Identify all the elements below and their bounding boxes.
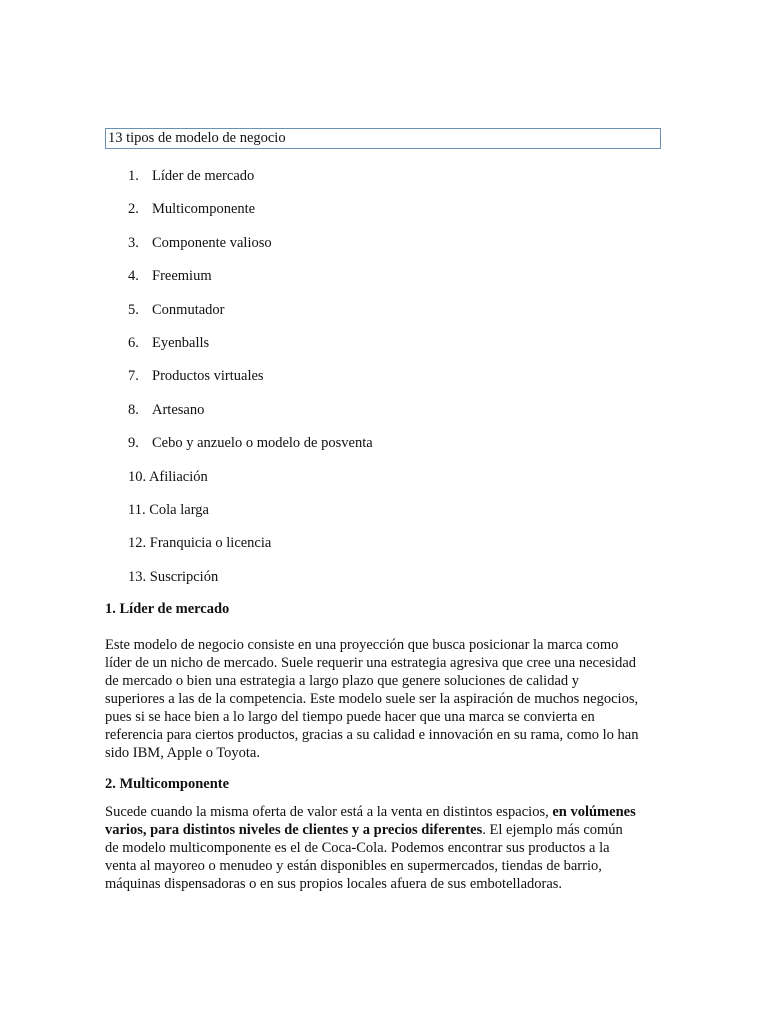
toc-number: 13. — [128, 568, 147, 585]
document-title: 13 tipos de modelo de negocio — [105, 128, 661, 149]
toc-label: Freemium — [152, 268, 212, 285]
toc-number: 12. — [128, 535, 147, 552]
paragraph-line: máquinas dispensadoras o en sus propios locales afuera de sus embotelladoras. — [105, 876, 563, 892]
toc-item — [128, 266, 373, 299]
toc-label: Artesano — [152, 401, 205, 418]
toc-number: 5. — [128, 301, 139, 318]
paragraph-line: Este modelo de negocio consiste en una proyección que busca posicionar la marca como — [105, 637, 619, 653]
section-heading-lider: 1. Líder de mercado — [105, 601, 230, 617]
table-of-contents — [128, 166, 373, 600]
toc-number: 9. — [128, 435, 139, 452]
toc-label: Cola larga — [149, 501, 209, 518]
toc-item — [128, 366, 373, 399]
toc-item — [128, 433, 373, 466]
section-paragraph-multicomponente — [105, 803, 665, 893]
toc-number: 10. — [128, 468, 147, 485]
toc-number: 1. — [128, 168, 139, 184]
paragraph-bold-text: varios, para distintos niveles de clientes y a precios diferentes — [105, 822, 483, 838]
toc-item — [128, 500, 373, 533]
toc-label: Líder de mercado — [152, 168, 255, 184]
toc-label: Franquicia o licencia — [149, 535, 272, 552]
toc-number: 2. — [128, 201, 139, 218]
toc-label: Afiliación — [148, 468, 208, 485]
section-heading-multicomponente: 2. Multicomponente — [105, 776, 230, 792]
toc-number: 3. — [128, 234, 139, 251]
paragraph-text: Sucede cuando la misma oferta de valor está a la venta en distintos espacios, — [105, 804, 553, 820]
toc-number: 4. — [128, 268, 139, 285]
toc-label: Componente valioso — [152, 234, 272, 251]
toc-label: Eyenballs — [152, 334, 210, 351]
paragraph-text: . El ejemplo más común — [482, 822, 623, 838]
toc-number: 6. — [128, 334, 139, 351]
toc-item — [128, 166, 373, 199]
toc-item — [128, 467, 373, 500]
toc-item — [128, 233, 373, 266]
toc-label: Cebo y anzuelo o modelo de posventa — [152, 435, 373, 452]
toc-item — [128, 400, 373, 433]
paragraph-line: superiores a las de la competencia. Este modelo suele ser la aspiración de muchos negocios, — [105, 691, 639, 707]
paragraph-line: de modelo multicomponente es el de Coca-Cola. Podemos encontrar sus productos a la — [105, 840, 610, 856]
toc-item — [128, 300, 373, 333]
paragraph-line: sido IBM, Apple o Toyota. — [105, 745, 260, 761]
paragraph-line: líder de un nicho de mercado. Suele requerir una estrategia agresiva que cree una necesidad — [105, 655, 637, 671]
toc-label: Conmutador — [152, 301, 225, 318]
toc-item — [128, 533, 373, 566]
paragraph-line: referencia para ciertos productos, gracias a su calidad e innovación en su rama, como lo han — [105, 727, 639, 743]
paragraph-line — [105, 821, 665, 839]
toc-item — [128, 333, 373, 366]
paragraph-line: venta al mayoreo o menudeo y están disponibles en supermercados, tiendas de barrio, — [105, 858, 602, 874]
toc-number: 11. — [128, 501, 146, 518]
paragraph-line: pues si se hace bien a lo largo del tiempo puede hacer que una marca se convierta en — [105, 709, 595, 725]
paragraph-line — [105, 803, 665, 821]
paragraph-line: de mercado o bien una estrategia a largo plazo que genere soluciones de calidad y — [105, 673, 580, 689]
toc-item — [128, 567, 373, 600]
toc-number: 7. — [128, 368, 139, 385]
section-paragraph-lider — [105, 636, 665, 762]
toc-label: Suscripción — [149, 568, 219, 585]
paragraph-bold-text: en volúmenes — [552, 804, 636, 820]
toc-label: Productos virtuales — [152, 368, 264, 385]
toc-number: 8. — [128, 401, 139, 418]
toc-label: Multicomponente — [152, 201, 256, 218]
toc-item — [128, 199, 373, 232]
